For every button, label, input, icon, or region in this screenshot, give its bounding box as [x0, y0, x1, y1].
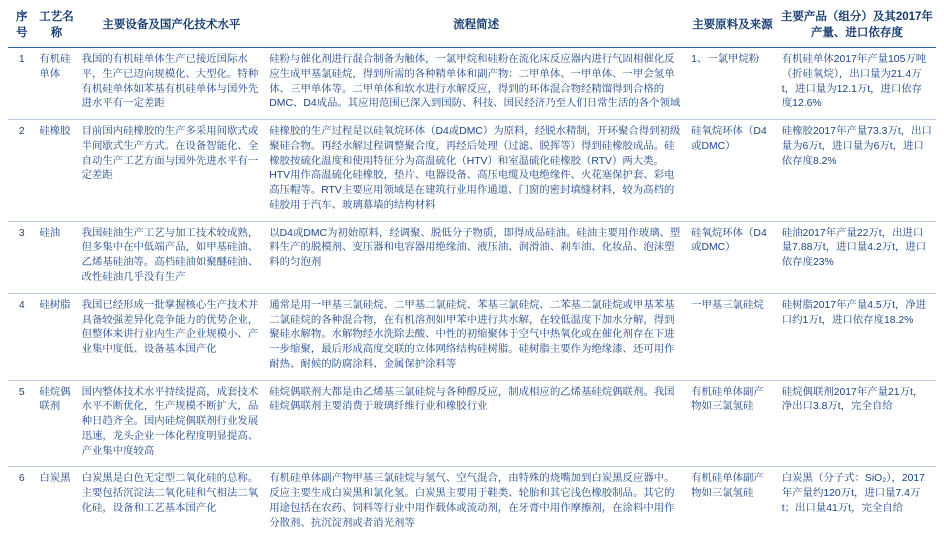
cell-equipment: 我国的有机硅单体生产已接近国际水平，生产已迈向规模化、大型化。特种有机硅单体如苯基有机硅单体与国外先进水平有一定差距 [78, 48, 266, 120]
cell-product: 硅烷偶联剂2017年产量21万t，净出口3.8万t，完全自给 [778, 380, 936, 467]
header-flow [265, 6, 687, 48]
cell-equipment: 国内整体技术水平持续提高，成套技术水平不断优化，生产规模不断扩大，品种日趋齐全。国内硅烷偶联剂行业发展迅速，龙头企业一体化程度明显提高、产业集中度较高 [78, 380, 266, 467]
cell-flow: 以D4或DMC为初始原料，经调聚、脱低分子物质，即得成品硅油。硅油主要用作玻璃、塑料生产的脱模剂、变压器和电容器用绝缘油、液压油、润滑油、刹车油、化妆品、泡沫塑料的匀泡剂 [265, 221, 687, 293]
table-row [8, 467, 936, 538]
process-overview-table [8, 6, 936, 538]
cell-index: 6 [18, 473, 25, 485]
cell-flow: 硅烷偶联剂大都是由乙烯基三氯硅烷与各种醇反应，制成相应的乙烯基硅烷偶联剂。我国硅烷偶联剂主要消费于玻璃纤维行业和橡胶行业 [265, 380, 687, 467]
cell-name: 硅油 [35, 221, 77, 293]
cell-index: 1 [8, 48, 35, 120]
cell-flow: 硅橡胶的生产过程是以硅氧烷环体（D4或DMC）为原料，经脱水精制，开环聚合得到初级聚硅合物。再经水解过程调整聚合度，再经后处理（过滤、脱挥等）得到硅橡胶成品。硅橡胶按硫化温度和使用特征分为高温硫化（HTV）和室温硫化硅橡胶（RTV）两大类。HTV用作高温硫化硅橡胶，垫片、电器设备、高压电缆及电绝缘件、火花塞保护套、彩电高压帽等。RTV主要应用领域是在建筑行业用作通道、门窗的密封填缝材料，较为高档的硅胶用于汽车、玻璃幕墙的结构材料 [265, 120, 687, 222]
cell-flow: 有机硅单体副产物甲基三氯硅烷与氢气、空气混合，由特殊的烧嘴加到白炭黑反应器中。反应主要生成白炭黑和氯化氢。白炭黑主要用于鞋类、轮胎和其它浅色橡胶制品。其它的用途包括在农药、饲料等行业中用作载体或流动剂，在牙膏中用作摩擦剂，在涂料中用作分散剂、抗沉淀剂或者消光剂等 [269, 473, 675, 529]
cell-index: 3 [8, 221, 35, 293]
cell-index: 5 [8, 380, 35, 467]
cell-index: 4 [8, 293, 35, 380]
cell-product: 硅油2017年产量22万t，出进口量7.88万t，进口量4.2万t，进口依存度23% [778, 221, 936, 293]
cell-flow: 硅粉与催化剂进行混合制备为触体，一氯甲烷和硅粉在流化床反应器内进行气固相催化反应生成甲基氯硅烷，得到所需的各种精单体和副产物：二甲单体、一甲单体、一甲会氢单体、三甲单体等。二甲单体和软水进行水解反应，得到的环体混合物经精馏得到合格的DMC、D4成品。其应用范围已深入到国防、科技、国民经济乃至人们日常生活的各个领域 [265, 48, 687, 120]
cell-raw: 有机硅单体副产物如三氯氢硅 [691, 473, 764, 500]
cell-equipment: 白炭黑是白色无定型二氧化硅的总称。主要包括沉淀法二氧化硅和气相法二氧化硅，设备和工艺基本国产化 [81, 473, 259, 514]
cell-raw: 有机硅单体副产物如三氯氢硅 [687, 380, 778, 467]
header-name-label: 工艺名称 [39, 11, 74, 39]
header-raw-label: 主要原料及来源 [692, 18, 773, 31]
cell-equipment: 我国已经形成一批掌握核心生产技术并具备较强差异化竞争能力的优势企业，但整体来讲行业内生产企业规模小、产业集中度低、设备基本国产化 [78, 293, 266, 380]
cell-raw: 一甲基三氯硅烷 [687, 293, 778, 380]
table-row [8, 293, 936, 380]
cell-name: 硅烷偶联剂 [35, 380, 77, 467]
header-product [778, 6, 936, 48]
table-row [8, 48, 936, 120]
cell-product: 硅橡胶2017年产量73.3万t，出口量为6万t，进口量为6万t，进口依存度8.2% [778, 120, 936, 222]
cell-name: 硅树脂 [35, 293, 77, 380]
header-equipment [78, 6, 266, 48]
cell-name: 有机硅单体 [35, 48, 77, 120]
header-flow-label: 流程简述 [453, 18, 500, 31]
header-product-label: 主要产品（组分）及其2017年产量、进口依存度 [780, 11, 933, 39]
header-raw [687, 6, 778, 48]
cell-raw: 1、一氯甲烷粉 [687, 48, 778, 120]
table-header [8, 6, 936, 48]
table-body [8, 48, 936, 538]
table-row [8, 120, 936, 222]
cell-product: 硅树脂2017年产量4.5万t，净进口约1万t，进口依存度18.2% [778, 293, 936, 380]
header-index-label: 序号 [15, 11, 28, 39]
table-row [8, 221, 936, 293]
cell-product: 有机硅单体2017年产量105万吨（折硅氧烷），出口量为21.4万t，进口量为12.1万t，进口依存度12.6% [778, 48, 936, 120]
cell-equipment: 目前国内硅橡胶的生产多采用间歇式或半间歇式生产方式。在设备智能化、全自动生产工艺方面与国外先进水平有一定差距 [78, 120, 266, 222]
cell-equipment: 我国硅油生产工艺与加工技术较成熟，但多集中在中低端产品，如甲基硅油、乙烯基硅油等。高档硅油如聚醚硅油、改性硅油几乎没有生产 [78, 221, 266, 293]
header-index [8, 6, 35, 48]
cell-product: 白炭黑（分子式：SiO₂），2017年产量约120万t，进口量7.4万t；出口量41万t，完全自给 [781, 473, 925, 514]
header-equipment-label: 主要设备及国产化技术水平 [102, 18, 241, 31]
cell-name: 硅橡胶 [35, 120, 77, 222]
cell-name: 白炭黑 [39, 473, 71, 485]
cell-index: 2 [8, 120, 35, 222]
cell-raw: 硅氧烷环体（D4或DMC） [687, 221, 778, 293]
cell-flow: 通常是用一甲基三氯硅烷、二甲基二氯硅烷、苯基三氯硅烷、二苯基二氯硅烷或甲基苯基二氯硅烷的各种混合物，在有机溶剂如甲苯中进行共水解，在较低温度下加水分解，得到聚硅水解物。水解物经水洗除去酸、中性的初缩聚体于空气中热氧化或在催化剂存在下进一步缩聚，最后形成高度交联的立体网络结构硅树脂。硅树脂主要作为绝缘漆、还可用作耐热、耐候的防腐涂料、金属保护涂料等 [265, 293, 687, 380]
table-row [8, 380, 936, 467]
header-name [35, 6, 77, 48]
cell-raw: 硅氧烷环体（D4或DMC） [687, 120, 778, 222]
